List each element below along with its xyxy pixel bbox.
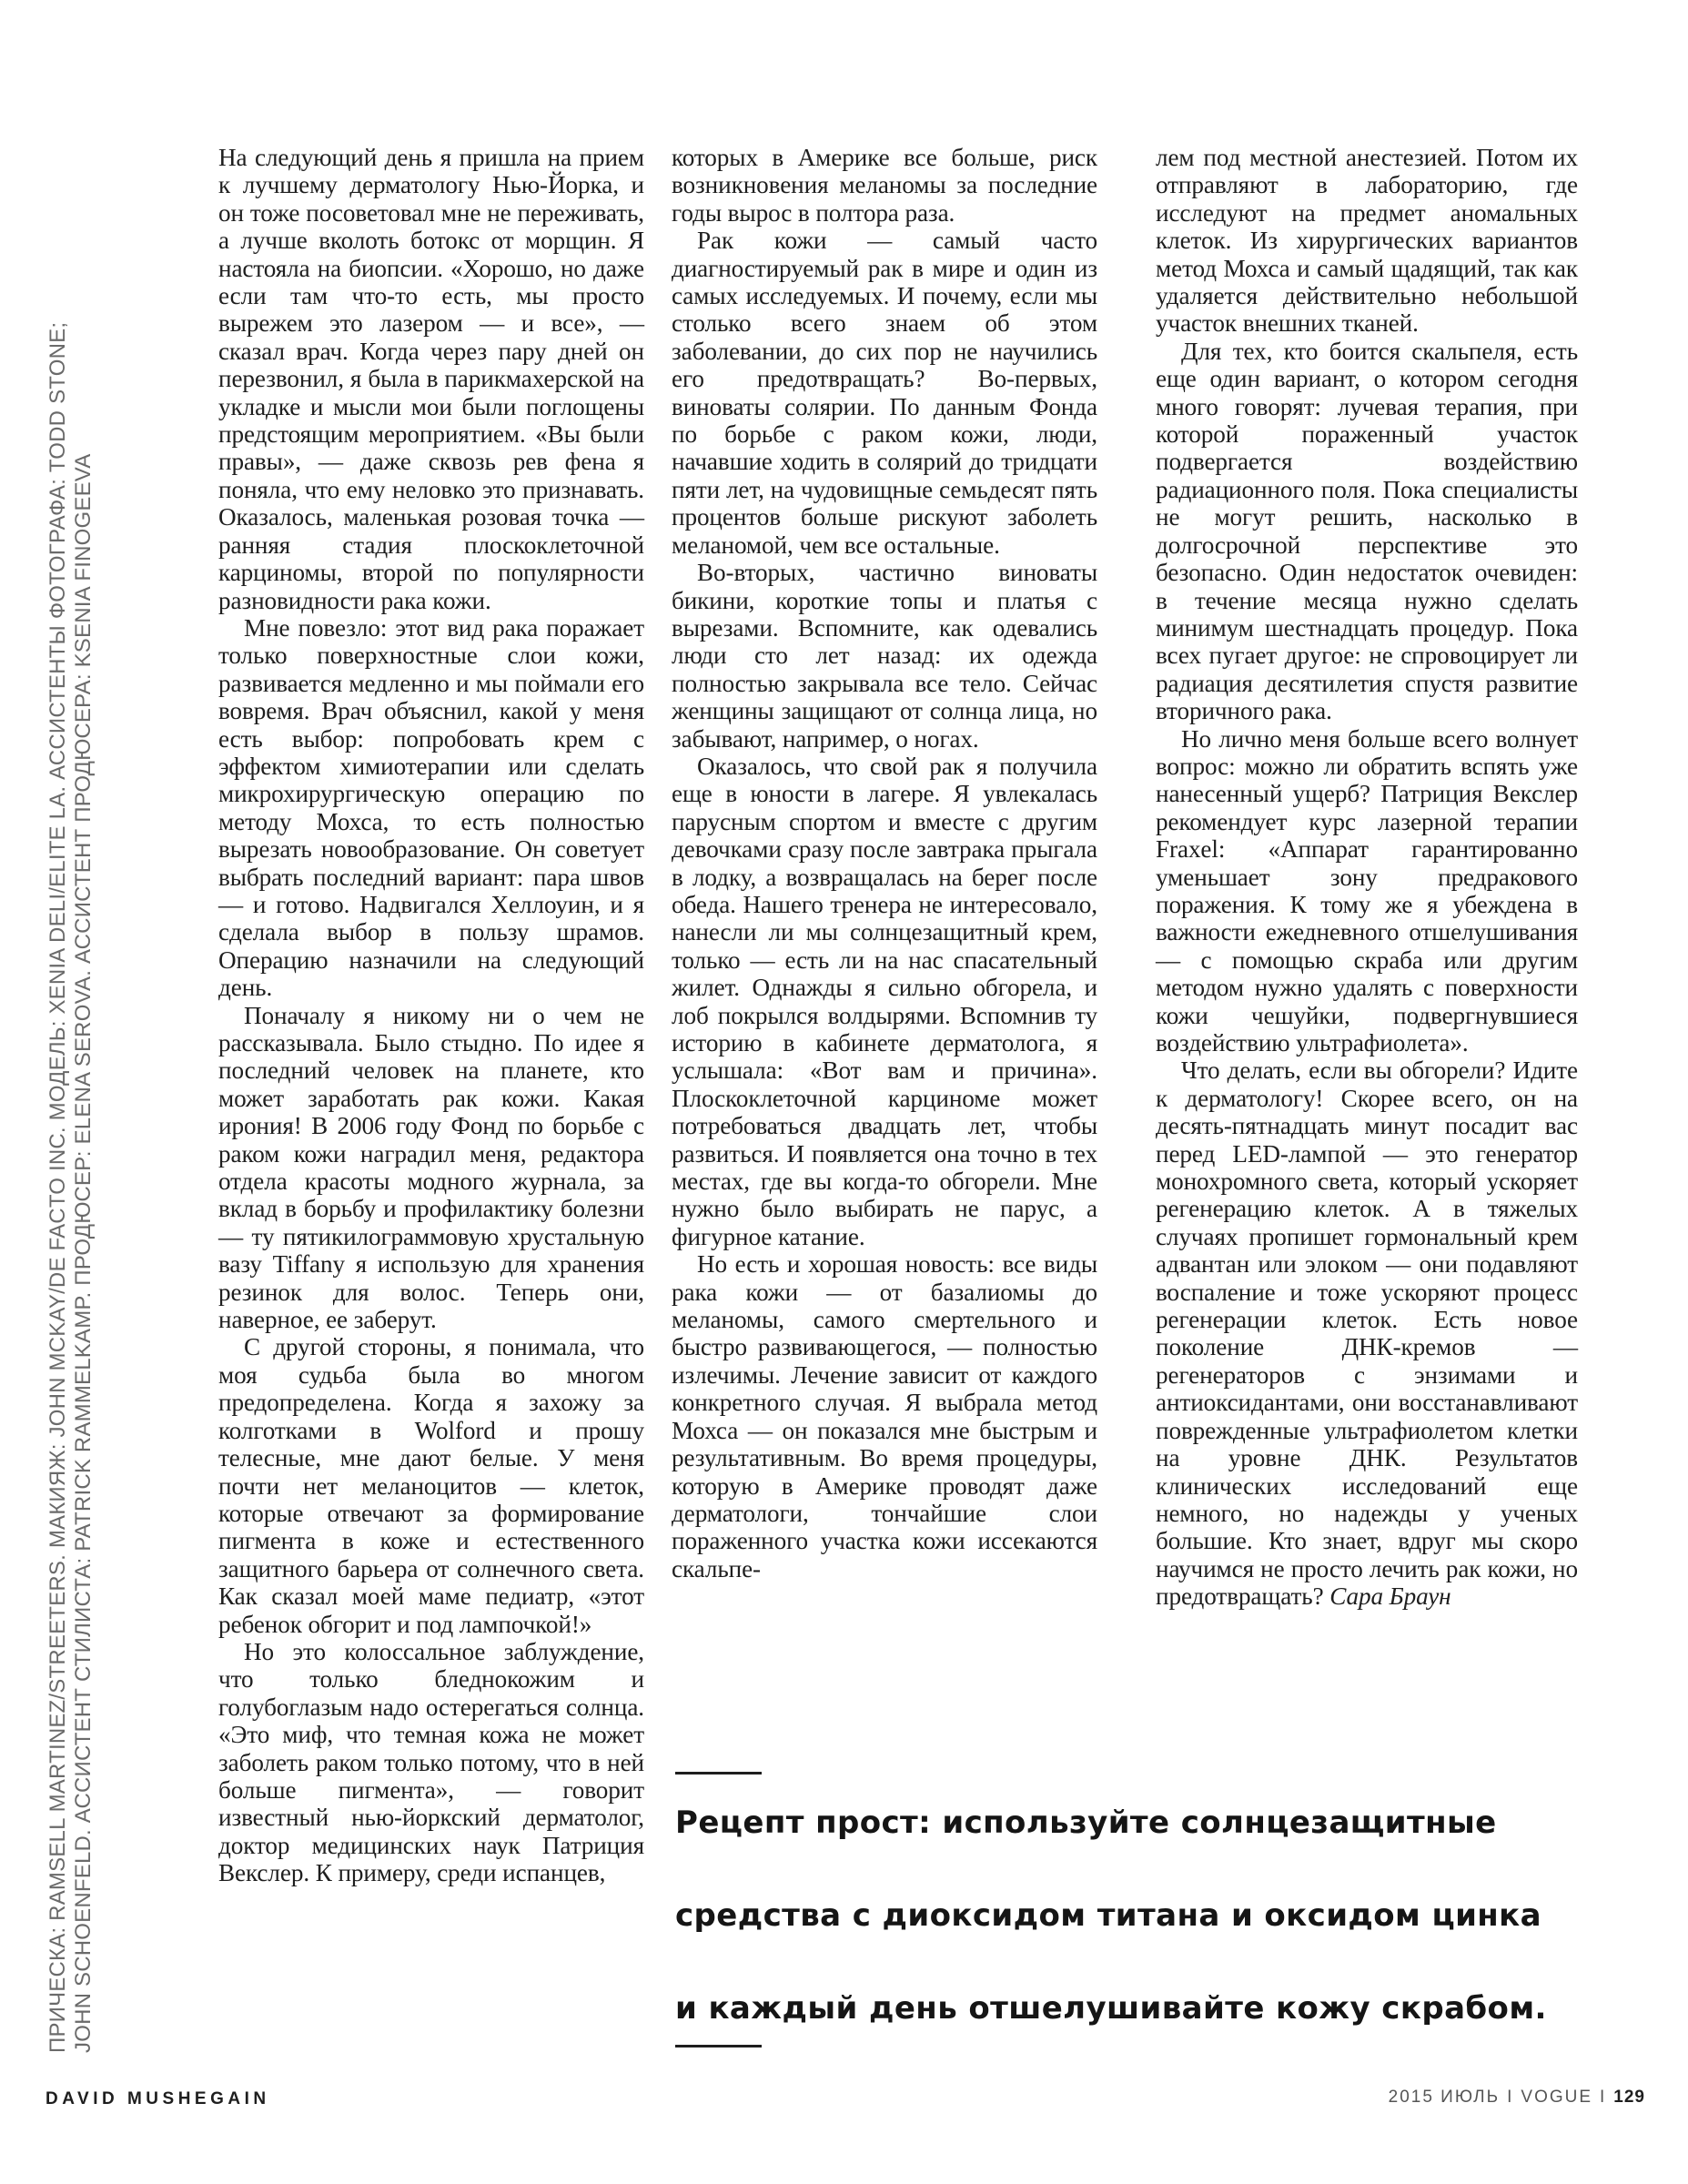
- page-number: 129: [1613, 2088, 1645, 2107]
- article-column-3: [1156, 144, 1578, 1611]
- credits-line: JOHN SCHOENFELD. АССИСТЕНТ СТИЛИСТА: PATRICK RAMMELKAMP. ПРОДЮСЕР: ELENA SEROVA. АССИСТЕНТ ПРОДЮСЕРА: KSENIA FINOGEEVA: [71, 453, 96, 2053]
- article-paragraph: лем под местной анестезией. Потом их отправляют в лабораторию, где исследуют на предмет аномальных клеток. Из хирургических вариантов метод Мохса и самый щадящий, так как удаляется действительно небольшой участок внешних тканей.: [1156, 144, 1578, 338]
- page-folio: [1389, 2088, 1645, 2108]
- credits-line: ПРИЧЕСКА: RAMSELL MARTINEZ/STREETERS. МАКИЯЖ: JOHN MCKAY/DE FACTO INC. МОДЕЛЬ: XENIA DELI/ELITE LA. АССИСТЕНТЫ ФОТОГРАФА: TODD STONE;: [45, 321, 70, 2053]
- article-paragraph: Рак кожи — самый часто диагностируемый рак в мире и один из самых исследуемых. И почему, если мы столько всего знаем об этом заболевании, до сих пор не научились его предотвращать? Во-первых, виноваты солярии. По данным Фонда по борьбе с раком кожи, люди, начавшие ходить в солярий до тридцати пяти лет, на чудовищные семьдесят пять процентов больше рискуют заболеть меланомой, чем все остальные.: [672, 227, 1097, 559]
- photo-credits: [45, 321, 96, 2053]
- article-paragraph: На следующий день я пришла на прием к лучшему дерматологу Нью-Йорка, и он тоже посоветовал мне не переживать, а лучше вколоть ботокс от морщин. Я настояла на биопсии. «Хорошо, но даже если там что-то есть, мы просто вырежем это лазером — и все», — сказал врач. Когда через пару дней он перезвонил, я была в парикмахерской на укладке и мысли мои были поглощены предстоящим мероприятием. «Вы были правы», — даже сквозь рев фена я поняла, что ему неловко это признавать. Оказалось, маленькая розовая точка — ранняя стадия плоскоклеточной карциномы, второй по популярности разновидности рака кожи.: [218, 144, 644, 614]
- article-paragraph: Во-вторых, частично виноваты бикини, короткие топы и платья с вырезами. Вспомните, как одевались люди сто лет назад: их одежда полностью закрывала все тело. Сейчас женщины защищают от солнца лица, но забывают, например, о ногах.: [672, 559, 1097, 753]
- article-paragraph: С другой стороны, я понимала, что моя судьба была во многом предопределена. Когда я захожу за колготками в Wolford и прошу телесные, мне дают белые. У меня почти нет меланоцитов — клеток, которые отвечают за формирование пигмента в коже и естественного защитного барьера от солнечного света. Как сказал моей маме педиатр, «этот ребенок обгорит и под лампочкой!»: [218, 1333, 644, 1638]
- pull-quote: [675, 1772, 1585, 2048]
- article-paragraph: Но лично меня больше всего волнует вопрос: можно ли обратить вспять уже нанесенный ущерб? Патриция Векслер рекомендует курс лазерной терапии Fraxel: «Аппарат гарантированно уменьшает зону предракового поражения. К тому же я убеждена в важности ежедневного отшелушивания — с помощью скраба или другим методом нужно удалять с поверхности кожи чешуйки, подвергнувшиеся воздействию ультрафиолета».: [1156, 724, 1578, 1057]
- pull-quote-top-rule: [675, 1772, 762, 1774]
- folio-separator: I: [1600, 2088, 1607, 2107]
- article-column-2: [672, 144, 1097, 1582]
- article-paragraph: Но это колоссальное заблуждение, что только бледнокожим и голубоглазым надо остерегаться солнца. «Это миф, что темная кожа не может заболеть раком только потому, что в ней больше пигмента», — говорит известный нью-йоркский дерматолог, доктор медицинских наук Патриция Векслер. К примеру, среди испанцев,: [218, 1637, 644, 1887]
- article-paragraph: Для тех, кто боится скальпеля, есть еще один вариант, о котором сегодня много говорят: лучевая терапия, при которой пораженный участок подвергается воздействию радиационного поля. Пока специалисты не могут решить, насколько в долгосрочной перспективе это безопасно. Один недостаток очевиден: в течение месяца нужно сделать минимум шестнадцать процедур. Пока всех пугает другое: не спровоцирует ли радиация десятилетия спустя развитие вторичного рака.: [1156, 337, 1578, 725]
- magazine-name: VOGUE: [1521, 2088, 1593, 2107]
- issue-date: 2015 ИЮЛЬ: [1388, 2088, 1501, 2107]
- article-paragraph: Мне повезло: этот вид рака поражает только поверхностные слои кожи, развивается медленно и мы поймали его вовремя. Врач объяснил, какой у меня есть выбор: попробовать крем с эффектом химиотерапии или сделать микрохирургическую операцию по методу Мохса, то есть полностью вырезать новообразование. Он советует выбрать последний вариант: пара швов — и готово. Надвигался Хеллоуин, и я сделала выбор в пользу шрамов. Операцию назначили на следующий день.: [218, 613, 644, 1002]
- photographer-credit: DAVID MUSHEGAIN: [45, 2089, 270, 2108]
- pull-quote-bottom-rule: [675, 2045, 762, 2048]
- article-paragraph: [1156, 1057, 1578, 1610]
- article-paragraph: Но есть и хорошая новость: все виды рака кожи — от базалиомы до меланомы, самого смертельного и быстро развивающегося, — полностью излечимы. Лечение зависит от каждого конкретного случая. Я выбрала метод Мохса — он показался мне быстрым и результативным. Во время процедуры, которую в Америке проводят даже дерматологи, тончайшие слои пораженного участка кожи иссекаются скальпе-: [672, 1250, 1097, 1582]
- pull-quote-line: и каждый день отшелушивайте кожу скрабом.: [675, 1990, 1547, 2027]
- article-paragraph: Оказалось, что свой рак я получила еще в юности в лагере. Я увлекалась парусным спортом и вместе с другим девочками сразу после завтрака прыгала в лодку, а возвращалась на берег после обеда. Нашего тренера не интересовало, нанесли ли мы солнцезащитный крем, только — есть ли на нас спасательный жилет. Однажды я сильно обгорела, и лоб покрылся волдырями. Вспомнив ту историю в кабинете дерматолога, я услышала: «Вот вам и причина». Плоскоклеточной карциноме может потребоваться двадцать лет, чтобы развиться. И появляется она точно в тех местах, где вы когда-то обгорели. Мне нужно было выбирать не парус, а фигурное катание.: [672, 752, 1097, 1250]
- author-signature: Сара Браун: [1329, 1582, 1451, 1611]
- pull-quote-line: средства с диоксидом титана и оксидом цинка: [675, 1897, 1542, 1934]
- article-paragraph: Поначалу я никому ни о чем не рассказывала. Было стыдно. По идее я последний человек на планете, кто может заработать рак кожи. Какая ирония! В 2006 году Фонд по борьбе с раком кожи наградил меня, редактора отдела красоты модного журнала, за вклад в борьбу и профилактику болезни — ту пятикилограммовую хрустальную вазу Tiffany я использую для хранения резинок для волос. Теперь они, наверное, ее заберут.: [218, 1001, 644, 1334]
- article-paragraph: которых в Америке все больше, риск возникновения меланомы за последние годы вырос в полтора раза.: [672, 144, 1097, 227]
- article-paragraph-text: Что делать, если вы обгорели? Идите к дерматологу! Скорее всего, он на десять-пятнадцать минут посадит вас перед LED-лампой — это генератор монохромного света, который ускоряет регенерацию клеток. А в тяжелых случаях пропишет гормональный крем адвантан или элоком — они подавляют воспаление и тоже ускоряют процесс регенерации клеток. Есть новое поколение ДНК-кремов — регенераторов с энзимами и антиоксидантами, они восстанавливают поврежденные ультрафиолетом клетки на уровне ДНК. Результатов клинических исследований еще немного, но надежды у ученых большие. Кто знает, вдруг мы скоро научимся не просто лечить рак кожи, но предотвращать?: [1156, 1057, 1578, 1611]
- folio-separator: I: [1507, 2088, 1514, 2107]
- pull-quote-line: Рецепт прост: используйте солнцезащитные: [675, 1805, 1497, 1841]
- article-column-1: [218, 144, 644, 1887]
